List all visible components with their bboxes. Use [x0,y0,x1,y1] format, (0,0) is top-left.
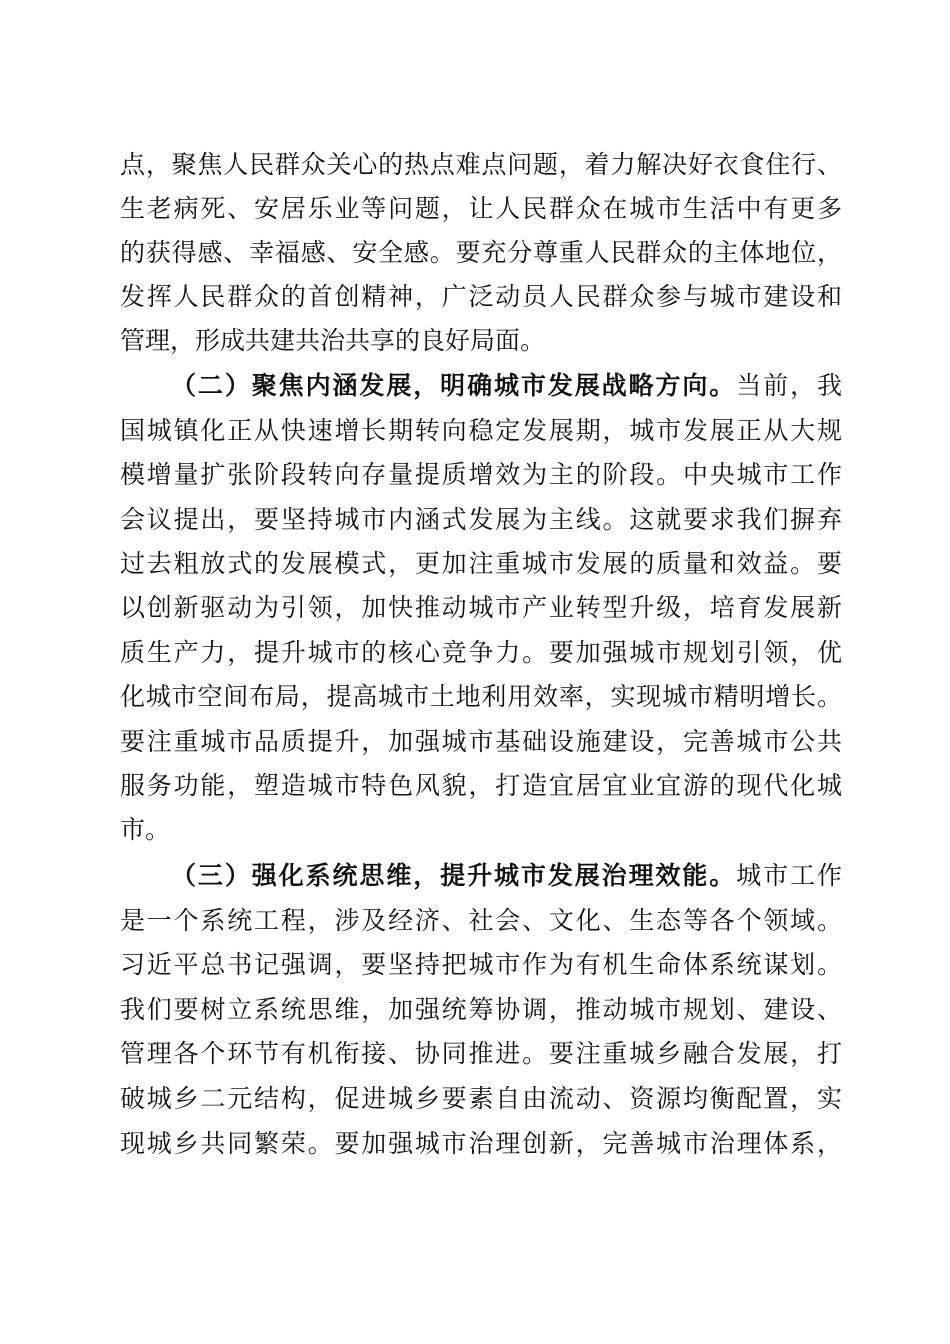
paragraph-line: 模增量扩张阶段转向存量提质增效为主的阶段。中央城市工作 [120,460,842,489]
paragraph-line: 过去粗放式的发展模式，更加注重城市发展的质量和效益。要 [120,549,842,578]
paragraph-line: 习近平总书记强调，要坚持把城市作为有机生命体系统谋划。 [120,950,842,979]
paragraph-line: 质生产力，提升城市的核心竞争力。要加强城市规划引领，优 [120,638,842,667]
paragraph-line: 破城乡二元结构，促进城乡要素自由流动、资源均衡配置，实 [120,1084,842,1113]
paragraph-line: 管理，形成共建共治共享的良好局面。 [120,326,546,355]
paragraph-line: 发挥人民群众的首创精神，广泛动员人民群众参与城市建设和 [120,282,842,311]
paragraph-first-line [171,368,842,404]
paragraph-first-line [171,858,842,894]
paragraph-line: 的获得感、幸福感、安全感。要充分尊重人民群众的主体地位， [120,238,842,267]
paragraph-line: 要注重城市品质提升，加强城市基础设施建设，完善城市公共 [120,727,842,756]
section-heading: （三）强化系统思维，提升城市发展治理效能。 [171,861,737,890]
section-heading: （二）聚焦内涵发展，明确城市发展战略方向。 [171,371,737,400]
paragraph-line: 国城镇化正从快速增长期转向稳定发展期，城市发展正从大规 [120,416,842,445]
paragraph-line: 服务功能，塑造城市特色风貌，打造宜居宜业宜游的现代化城 [120,771,842,800]
paragraph-line: 管理各个环节有机衔接、协同推进。要注重城乡融合发展，打 [120,1039,842,1068]
paragraph-line: 市。 [120,815,171,844]
paragraph-line: 现城乡共同繁荣。要加强城市治理创新，完善城市治理体系， [120,1129,842,1158]
paragraph-line: 点，聚焦人民群众关心的热点难点问题，着力解决好衣食住行、 [120,150,842,179]
paragraph-line: 化城市空间布局，提高城市土地利用效率，实现城市精明增长。 [120,682,842,711]
paragraph-line: 我们要树立系统思维，加强统筹协调，推动城市规划、建设、 [120,995,842,1024]
paragraph-text: 当前，我 [736,371,842,400]
paragraph-line: 生老病死、安居乐业等问题，让人民群众在城市生活中有更多 [120,194,842,223]
paragraph-text: 城市工作 [736,861,842,890]
paragraph-line: 以创新驱动为引领，加快推动城市产业转型升级，培育发展新 [120,593,842,622]
paragraph-line: 是一个系统工程，涉及经济、社会、文化、生态等各个领域。 [120,906,842,935]
paragraph-line: 会议提出，要坚持城市内涵式发展为主线。这就要求我们摒弃 [120,505,842,534]
